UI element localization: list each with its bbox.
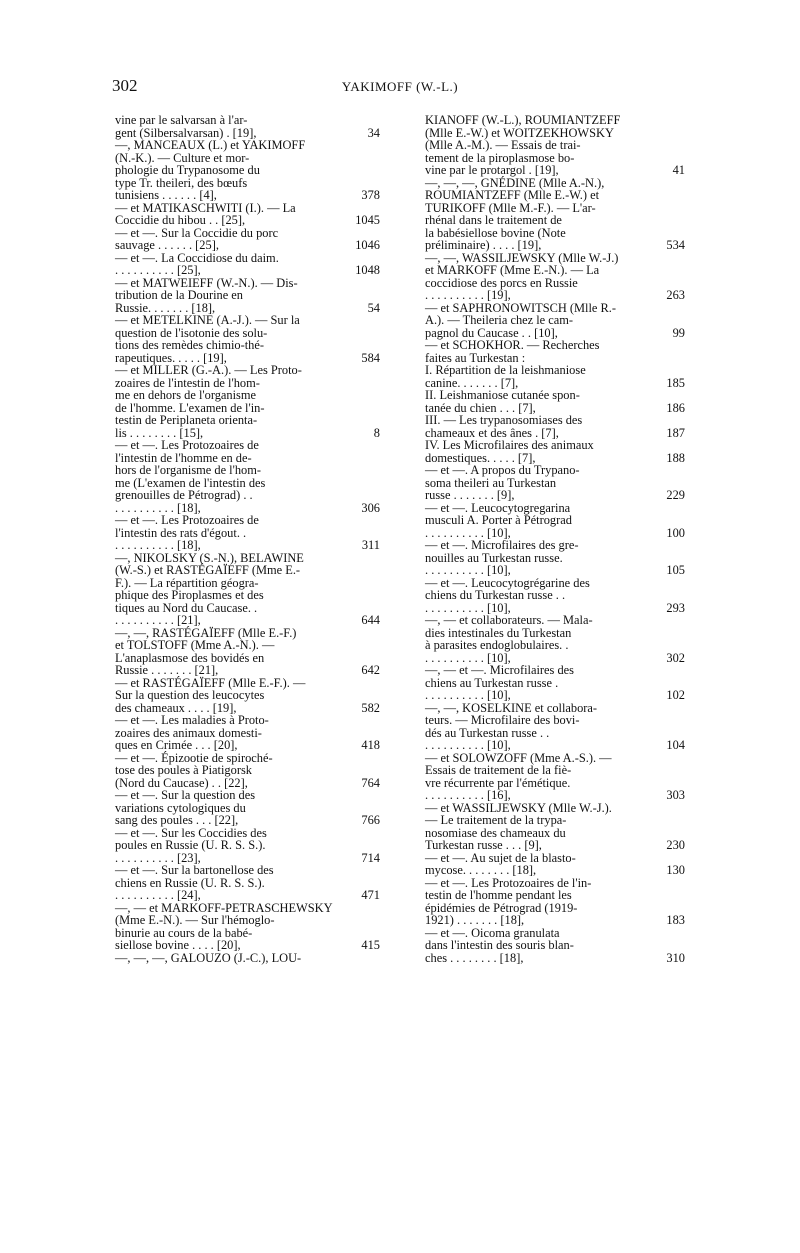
index-entry <box>425 927 685 965</box>
page-number: 302 <box>112 76 138 95</box>
index-entry <box>115 827 380 865</box>
entry-text: — et —. Microfilaires des gre- nouilles au Turkestan russe. . . . . . . . . . . [10], <box>425 538 579 577</box>
index-entry <box>425 389 685 414</box>
entry-text: I. Répartition de la leishmaniose canine. . . . . . . [7], <box>425 363 586 390</box>
entry-page: 584 <box>361 350 380 365</box>
entry-page: 534 <box>666 238 685 252</box>
entry-page: 263 <box>666 288 685 302</box>
entry-page: 102 <box>666 688 685 702</box>
index-entry <box>425 502 685 540</box>
right-column <box>425 114 685 964</box>
index-entry <box>115 202 380 227</box>
entry-page: 186 <box>666 400 685 415</box>
index-entry <box>425 702 685 752</box>
entry-page: 8 <box>373 425 380 440</box>
entry-page: 1048 <box>355 263 380 277</box>
entry-page: 187 <box>666 425 685 440</box>
entry-text: —, — et collaborateurs. — Mala- dies intestinales du Turkestan à parasites endoglobulaires. . . . . . . . . . . . [10], <box>425 613 593 665</box>
entry-text: —, — et —. Microfilaires des chiens au Turkestan russe . . . . . . . . . . . [10], <box>425 663 574 702</box>
entry-text: III. — Les trypanosomiases des chameaux et des ânes . [7], <box>425 413 583 440</box>
entry-page: 34 <box>367 125 380 140</box>
entry-text: — et —. Oicoma granulata dans l'intestin des souris blan- ches . . . . . . . . [18], <box>425 925 574 965</box>
index-entry <box>425 752 685 802</box>
index-entry <box>425 439 685 464</box>
entry-text: — et —. La Coccidiose du daim. . . . . . . . . . . [25], <box>115 250 279 277</box>
index-entry <box>425 852 685 877</box>
index-entry <box>115 439 380 514</box>
index-entry <box>425 664 685 702</box>
entry-text: — et —. Sur la bartonellose des chiens en Russie (U. R. S. S.). . . . . . . . . . . [24], <box>115 863 274 902</box>
index-entry <box>425 177 685 252</box>
index-entry <box>425 302 685 340</box>
entry-text: —, —, —, GALOUZO (J.-C.), LOU- <box>115 950 302 965</box>
entry-text: — et —. Les Protozoaires de l'intestin des rats d'égout. . . . . . . . . . . . [18], <box>115 513 259 552</box>
entry-page: 188 <box>666 450 685 465</box>
index-entry <box>115 139 380 202</box>
entry-page: 418 <box>361 738 380 752</box>
index-entry <box>425 802 685 852</box>
entry-page: 100 <box>666 525 685 540</box>
entry-text: — et —. Au sujet de la blasto- mycose. . . . . . . . [18], <box>425 850 576 877</box>
index-entry <box>425 464 685 502</box>
index-entry <box>115 902 380 952</box>
entry-page: 415 <box>361 938 380 952</box>
entry-text: — et —. A propos du Trypano- soma theileri au Turkestan russe . . . . . . . [9], <box>425 463 580 502</box>
entry-text: — et MATWEIEFF (W.-N.). — Dis- tribution de la Dourine en Russie. . . . . . . [18], <box>115 275 298 315</box>
entry-page: 303 <box>666 788 685 802</box>
entry-text: — et RASTÉGAÏEFF (Mlle E.-F.). — Sur la question des leucocytes des chameaux . . . . [19], <box>115 675 306 715</box>
left-column <box>115 114 380 964</box>
entry-text: — et —. Sur la question des variations cytologiques du sang des poules . . . [22], <box>115 788 256 827</box>
entry-text: — et MATIKASCHWITI (I.). — La Coccidie du hibou . . [25], <box>115 200 296 227</box>
entry-text: — et —. Les Protozoaires de l'intestin de l'homme en de- hors de l'organisme de l'hom- me (L'examen de l'intestin des grenouilles de Pétrograd) . . . . . . . . . . . . [18], <box>115 438 266 515</box>
entry-page: 293 <box>666 600 685 615</box>
index-entry <box>115 514 380 552</box>
entry-page: 54 <box>367 300 380 315</box>
entry-text: —, —, —, GNÉDINE (Mlle A.-N.), ROUMIANTZEFF (Mlle E.-W.) et TURIKOFF (Mlle M.-F.). — L'ar- rhénal dans le traitement de la babésiellose bovine (Note préliminaire) . . . . [19], <box>425 175 605 252</box>
entry-page: 104 <box>666 738 685 752</box>
entry-page: 302 <box>666 650 685 665</box>
entry-page: 105 <box>666 563 685 577</box>
entry-page: 471 <box>361 888 380 902</box>
index-entry <box>115 677 380 715</box>
entry-text: — et —. Sur les Coccidies des poules en Russie (U. R. S. S.). . . . . . . . . . . [23], <box>115 825 267 865</box>
entry-page: 766 <box>361 813 380 827</box>
index-entry <box>115 252 380 277</box>
entry-text: —, MANCEAUX (L.) et YAKIMOFF (N.-K.). — Culture et mor- phologie du Trypanosome du type Tr. theileri, des bœufs tunisiens . . . . . . [4], <box>115 138 306 202</box>
index-entry <box>115 714 380 752</box>
entry-text: — et SAPHRONOWITSCH (Mlle R.- A.). — Theileria chez le cam- pagnol du Caucase . . [10], <box>425 300 617 340</box>
entry-page: 130 <box>666 863 685 877</box>
entry-text: — et MILLER (G.-A.). — Les Proto- zoaires de l'intestin de l'hom- me en dehors de l'organisme de l'homme. L'examen de l'in- testin de Periplaneta orienta- lis . . . . . . . . [15], <box>115 363 302 440</box>
entry-page: 230 <box>666 838 685 852</box>
index-entry <box>115 314 380 364</box>
entry-text: —, — et MARKOFF-PETRASCHEWSKY (Mme E.-N.). — Sur l'hémoglo- binurie au cours de la babé- siellose bovine . . . . [20], <box>115 900 333 952</box>
entry-text: IV. Les Microfilaires des animaux domestiques. . . . . [7], <box>425 438 594 465</box>
entry-page: 99 <box>672 325 685 340</box>
entry-text: —, NIKOLSKY (S.-N.), BELAWINE (W.-S.) et RASTÉGAÏEFF (Mme E.- F.). — La répartition géogra- phique des Piroplasmes et des tiques au Nord du Caucase. . . . . . . . . . . . [21], <box>115 550 304 627</box>
index-entry <box>425 364 685 389</box>
index-entry <box>425 114 685 177</box>
entry-page: 306 <box>361 500 380 515</box>
entry-text: — et SOLOWZOFF (Mme A.-S.). — Essais de traitement de la fiè- vre récurrente par l'émétique. . . . . . . . . . . [16], <box>425 750 612 802</box>
running-head: YAKIMOFF (W.-L.) <box>341 79 459 94</box>
entry-text: — et —. Épizootie de spiroché- tose des poules à Piatigorsk (Nord du Caucase) . . [22], <box>115 750 273 790</box>
entry-text: vine par le salvarsan à l'ar- gent (Silbersalvarsan) . [19], <box>115 113 257 140</box>
entry-page: 644 <box>361 613 380 627</box>
index-entry <box>425 252 685 302</box>
index-entry <box>115 952 380 965</box>
index-entry <box>115 864 380 902</box>
index-entry <box>115 552 380 627</box>
entry-page: 310 <box>666 950 685 965</box>
entry-text: —, —, WASSILJEWSKY (Mlle W.-J.) et MARKOFF (Mme E.-N.). — La coccidiose des porcs en Russie . . . . . . . . . . [19], <box>425 250 619 302</box>
entry-page: 582 <box>361 700 380 715</box>
entry-page: 1046 <box>355 238 380 252</box>
index-entry <box>425 414 685 439</box>
index-entry <box>115 789 380 827</box>
index-entry <box>425 614 685 664</box>
entry-page: 378 <box>361 188 380 202</box>
entry-text: — et —. Leucocytogregarina musculi A. Porter à Pétrograd . . . . . . . . . . [10], <box>425 500 572 540</box>
index-entry <box>425 877 685 927</box>
entry-text: — et WASSILJEWSKY (Mlle W.-J.). — Le traitement de la trypa- nosomiase des chameaux du Turkestan russe . . . [9], <box>425 800 612 852</box>
index-entry <box>425 539 685 577</box>
index-entry <box>425 339 685 364</box>
entry-text: —, —, KOSELKINE et collabora- teurs. — Microfilaire des bovi- dés au Turkestan russe . . . . . . . . . . . . [10], <box>425 700 598 752</box>
entry-text: —, —, RASTÉGAÏEFF (Mlle E.-F.) et TOLSTOFF (Mme A.-N.). — L'anaplasmose des bovidés en Russie . . . . . . . [21], <box>115 625 297 677</box>
entry-page: 714 <box>361 850 380 865</box>
entry-text: — et METELKINE (A.-J.). — Sur la question de l'isotonie des solu- tions des remèdes chimio-thé- rapeutiques. . . . . [19], <box>115 313 300 365</box>
entry-page: 229 <box>666 488 685 502</box>
entry-page: 41 <box>672 163 685 177</box>
entry-page: 764 <box>361 775 380 790</box>
entry-text: — et SCHOKHOR. — Recherches faites au Turkestan : <box>425 338 600 365</box>
entry-text: — et —. Les Protozoaires de l'in- testin de l'homme pendant les épidémies de Pétrograd (1919- 1921) . . . . . . . [18], <box>425 875 592 927</box>
entry-text: — et —. Les maladies à Proto- zoaires des animaux domesti- ques en Crimée . . . [20], <box>115 713 269 752</box>
index-entry <box>115 227 380 252</box>
entry-page: 642 <box>361 663 380 677</box>
entry-page: 1045 <box>355 213 380 227</box>
entry-text: — et —. Leucocytogrégarine des chiens du Turkestan russe . . . . . . . . . . . . [10], <box>425 575 590 615</box>
index-entry <box>115 627 380 677</box>
index-entry <box>115 364 380 439</box>
entry-text: II. Leishmaniose cutanée spon- tanée du chien . . . [7], <box>425 388 580 415</box>
entry-text: — et —. Sur la Coccidie du porc sauvage . . . . . . [25], <box>115 225 279 252</box>
entry-page: 183 <box>666 913 685 927</box>
entry-page: 311 <box>361 538 380 552</box>
index-entry <box>115 114 380 139</box>
entry-text: KIANOFF (W.-L.), ROUMIANTZEFF (Mlle E.-W.) et WOITZEKHOWSKY (Mlle A.-M.). — Essais de trai- tement de la piroplasmose bo- vine par le protargol . [19], <box>425 113 621 177</box>
index-entry <box>115 752 380 790</box>
index-entry <box>115 277 380 315</box>
entry-page: 185 <box>666 375 685 390</box>
index-entry <box>425 577 685 615</box>
